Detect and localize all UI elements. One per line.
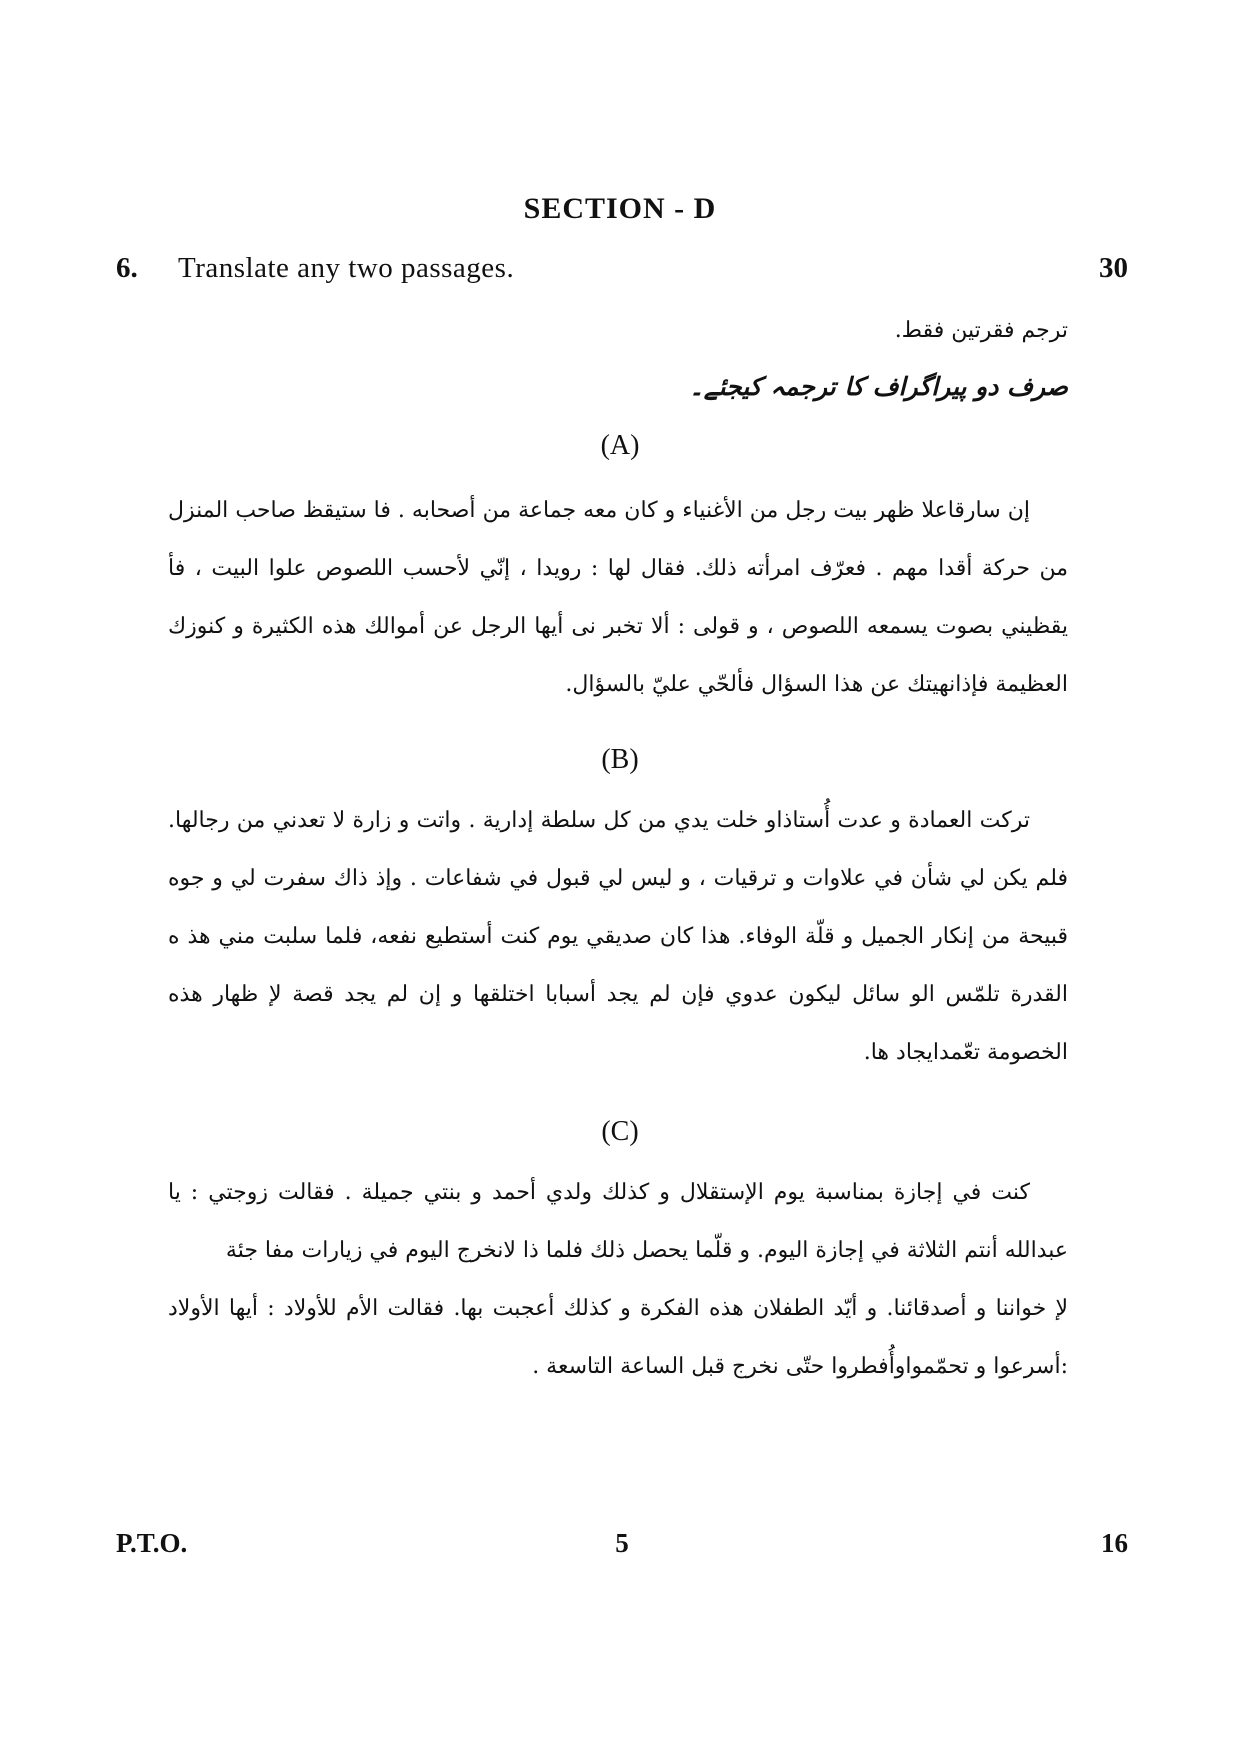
instruction-arabic: ترجم فقرتين فقط.: [894, 318, 1068, 343]
passage-a-paragraph: إن سارقاعلا ظهر بيت رجل من الأغنياء و كان معه جماعة من أصحابه . فا ستيقظ صاحب المنزل من حركة أقدا مهم . فعرّف امرأته ذلك. فقال لها : رويدا ، إنّي لأحسب اللصوص علوا البيت ، فأ يقظيني بصوت يسمعه اللصوص ، و قولى : ألا تخبر نى أيها الرجل عن أموالك هذه الكثيرة و كنوزك العظيمة فإذانهيتك عن هذا السؤال فألحّي عليّ بالسؤال.: [168, 498, 1068, 697]
passage-a: [168, 482, 1068, 714]
passage-b-paragraph: تركت العمادة و عدت أُستاذاو خلت يدي من كل سلطة إدارية . واتت و زارة لا تعدني من رجالها. فلم يكن لي شأن في علاوات و ترقيات ، و ليس لي قبول في شفاعات . وإذ ذاك سفرت لي و جوه قبيحة من إنكار الجميل و قلّة الوفاء. هذا كان صديقي يوم كنت أستطيع نفعه، فلما سلبت مني هذ ه القدرة تلمّس الو سائل ليكون عدوي فإن لم يجد أسبابا اختلقها و إن لم يجد قصة لإ ظهار هذه الخصومة تعّمدايجاد ها.: [168, 808, 1069, 1065]
footer-page-number: 5: [615, 1528, 629, 1558]
passage-c-paragraph-2: لإ خواننا و أصدقائنا. و أيّد الطفلان هذه الفكرة و كذلك أعجبت بها. فقالت الأم للأولاد : أيها الأولاد :أسرعوا و تحمّمواوأُفطروا حتّى نخرج قبل الساعة التاسعة .: [168, 1296, 1068, 1379]
passage-b: [168, 792, 1068, 1082]
passage-c: [168, 1164, 1068, 1396]
page-footer: [116, 1528, 1128, 1568]
question-number: 6.: [116, 252, 138, 284]
passage-c-paragraph-1: كنت في إجازة بمناسبة يوم الإستقلال و كذلك ولدي أحمد و بنتي جميلة . فقالت زوجتي : يا عبدالله أنتم الثلاثة في إجازة اليوم. و قلّما يحصل ذلك فلما ذا لانخرج اليوم في زيارات مفا جئة: [168, 1180, 1068, 1263]
passage-b-label: (B): [601, 744, 639, 775]
question-row: [116, 252, 1128, 292]
passage-c-label: (C): [601, 1116, 639, 1147]
footer-code: 16: [1101, 1528, 1128, 1558]
instruction-urdu: صرف دو پیراگراف کا ترجمہ کیجئے۔: [689, 372, 1068, 401]
question-marks: 30: [1099, 252, 1128, 284]
section-title: SECTION - D: [523, 192, 717, 225]
passage-a-label: (A): [600, 430, 640, 461]
footer-pto: P.T.O.: [116, 1528, 188, 1558]
question-text: Translate any two passages.: [178, 252, 515, 284]
